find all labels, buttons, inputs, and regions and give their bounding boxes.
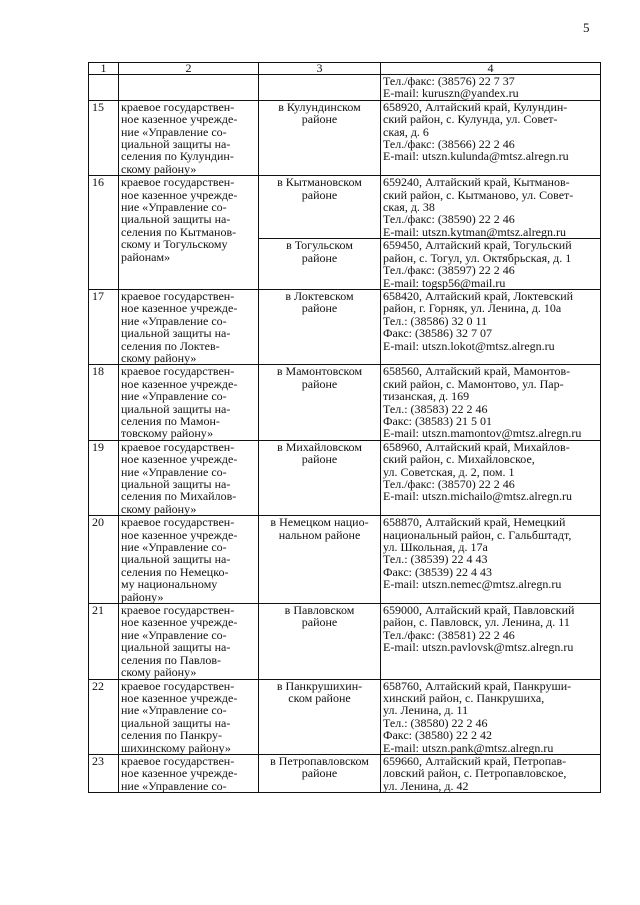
- district-cell: [259, 176, 381, 239]
- contact-line: ский район, с. Кытманово, ул. Совет-: [383, 187, 574, 202]
- row-number: 16: [89, 176, 119, 290]
- contact-cell: [381, 365, 601, 440]
- district-cell: [259, 440, 381, 515]
- institution-line: ное казенное учрежде-: [121, 766, 238, 781]
- contact-line: Факс: (38586) 32 7 07: [383, 326, 492, 341]
- contact-email: E-mail: utszn.nemec@mtsz.alregn.ru: [383, 577, 562, 592]
- continuation-district-cell: [259, 75, 381, 101]
- institution-name-cell: [119, 604, 259, 679]
- contact-line: район, с. Тогул, ул. Октябрьская, д. 1: [383, 250, 572, 265]
- contact-line: ский район, с. Мамонтово, ул. Пар-: [383, 376, 564, 391]
- institution-line: ное казенное учрежде-: [121, 187, 238, 202]
- institution-line: селения по Кулундин-: [121, 149, 234, 164]
- institution-line: циальной защиты на-: [121, 212, 231, 227]
- contact-line: 659240, Алтайский край, Кытманов-: [383, 175, 570, 190]
- institution-line: краевое государствен-: [121, 288, 235, 303]
- institution-line: скому району»: [121, 501, 197, 516]
- district-line: в Петропавловском: [270, 753, 369, 768]
- table-body: [89, 63, 601, 793]
- column-header-2: 2: [119, 63, 259, 75]
- institution-line: ние «Управление со-: [121, 124, 227, 139]
- institution-line: селения по Панкру-: [121, 728, 222, 743]
- institution-name-cell: [119, 176, 259, 290]
- institution-line: краевое государствен-: [121, 753, 235, 768]
- institution-line: циальной защиты на-: [121, 326, 231, 341]
- contact-line: ская, д. 38: [383, 200, 435, 215]
- institution-line: циальной защиты на-: [121, 477, 231, 491]
- institution-line: селения по Локтев-: [121, 338, 220, 353]
- district-line: в Кулундинском: [278, 99, 361, 114]
- contact-line: ская, д. 6: [383, 124, 429, 139]
- district-line: районе: [301, 301, 338, 316]
- district-cell: [259, 239, 381, 290]
- district-line: районе: [301, 112, 338, 127]
- institution-line: краевое государствен-: [121, 515, 235, 530]
- institution-line: скому району»: [121, 161, 197, 176]
- institution-line: ное казенное учрежде-: [121, 527, 238, 542]
- district-cell: [259, 679, 381, 754]
- district-line: в Мамонтовском: [276, 364, 363, 379]
- district-line: районе: [301, 250, 338, 265]
- contact-email: E-mail: utszn.pank@mtsz.alregn.ru: [383, 740, 554, 755]
- row-number: 20: [89, 516, 119, 604]
- contact-line: район, с. Павловск, ул. Ленина, д. 11: [383, 615, 570, 630]
- continuation-num-cell: [89, 75, 119, 101]
- institution-line: ние «Управление со-: [121, 464, 227, 479]
- institution-name-cell: [119, 440, 259, 515]
- institution-line: селения по Кытманов-: [121, 224, 237, 239]
- contact-line: Тел./факс: (38566) 22 2 46: [383, 137, 515, 152]
- district-line: в Павловском: [284, 603, 355, 618]
- district-line: нальном районе: [278, 527, 361, 542]
- contact-line: 659000, Алтайский край, Павловский: [383, 603, 575, 618]
- contact-cell: [381, 754, 601, 792]
- column-header-1: 1: [89, 63, 119, 75]
- district-line: в Локтевском: [285, 288, 354, 303]
- institution-line: районам»: [121, 249, 171, 264]
- institution-name-cell: [119, 100, 259, 175]
- institution-line: краевое государствен-: [121, 175, 235, 190]
- institutions-table: [88, 62, 601, 793]
- institution-line: ное казенное учрежде-: [121, 690, 238, 705]
- district-line: в Михайловском: [277, 439, 362, 454]
- table-row: [89, 100, 601, 175]
- institution-line: скому и Тогульскому: [121, 237, 228, 252]
- institution-line: ное казенное учрежде-: [121, 301, 238, 316]
- institution-line: товскому району»: [121, 426, 214, 441]
- contact-email: E-mail: utszn.michailo@mtsz.alregn.ru: [383, 489, 572, 504]
- contact-line: Тел./факс: (38576) 22 7 37: [383, 74, 515, 88]
- contact-cell: [381, 176, 601, 239]
- contact-line: Тел.: (38580) 22 2 46: [383, 715, 488, 730]
- continuation-row: [89, 75, 601, 101]
- institution-line: скому району»: [121, 665, 197, 680]
- institution-line: ное казенное учрежде-: [121, 376, 238, 391]
- institution-line: ние «Управление со-: [121, 540, 227, 555]
- contact-email: E-mail: utszn.mamontov@mtsz.alregn.ru: [383, 426, 582, 441]
- contact-line: Тел./факс: (38590) 22 2 46: [383, 212, 515, 227]
- institution-line: циальной защиты на-: [121, 401, 231, 416]
- continuation-contact-cell: [381, 75, 601, 101]
- contact-line: ул. Школьная, д. 17а: [383, 540, 488, 555]
- contact-line: 658870, Алтайский край, Немецкий: [383, 515, 566, 530]
- institution-line: ние «Управление со-: [121, 200, 227, 215]
- contact-line: ул. Ленина, д. 11: [383, 703, 469, 718]
- contact-line: 659450, Алтайский край, Тогульский: [383, 238, 572, 253]
- row-number: 22: [89, 679, 119, 754]
- institution-line: ное казенное учрежде-: [121, 452, 238, 467]
- institution-line: ние «Управление со-: [121, 313, 227, 328]
- institution-line: краевое государствен-: [121, 99, 235, 114]
- institution-line: краевое государствен-: [121, 678, 235, 693]
- contact-email: E-mail: kuruszn@yandex.ru: [383, 86, 519, 101]
- institution-line: ние «Управление со-: [121, 703, 227, 718]
- contact-line: 659660, Алтайский край, Петропав-: [383, 753, 567, 768]
- institution-line: ное казенное учрежде-: [121, 615, 238, 630]
- institution-name-cell: [119, 754, 259, 792]
- contact-line: Тел./факс: (38597) 22 2 46: [383, 263, 515, 278]
- table-row: [89, 365, 601, 440]
- institution-name-cell: [119, 289, 259, 364]
- contact-line: 658420, Алтайский край, Локтевский: [383, 288, 574, 303]
- institution-line: циальной защиты на-: [121, 137, 231, 152]
- contact-line: ул. Советская, д. 2, пом. 1: [383, 464, 515, 479]
- institution-line: циальной защиты на-: [121, 640, 231, 655]
- header-row: [89, 63, 601, 75]
- institution-line: шихинскому району»: [121, 740, 231, 755]
- column-header-4: 4: [381, 63, 601, 75]
- district-line: районе: [301, 187, 338, 202]
- continuation-institution-cell: [119, 75, 259, 101]
- institution-line: ние «Управление со-: [121, 627, 227, 642]
- contact-cell: [381, 100, 601, 175]
- district-cell: [259, 289, 381, 364]
- contact-line: хинский район, с. Панкрушиха,: [383, 690, 545, 705]
- institution-name-cell: [119, 365, 259, 440]
- district-line: районе: [301, 766, 338, 781]
- contact-line: Тел.: (38586) 32 0 11: [383, 313, 488, 328]
- contact-email: E-mail: utszn.lokot@mtsz.alregn.ru: [383, 338, 555, 353]
- contact-line: район, г. Горняк, ул. Ленина, д. 10а: [383, 301, 562, 316]
- contact-line: Тел./факс: (38570) 22 2 46: [383, 477, 515, 491]
- contact-line: национальный район, с. Гальбштадт,: [383, 527, 572, 542]
- institution-line: скому району»: [121, 350, 197, 365]
- contact-line: Факс: (38539) 22 4 43: [383, 564, 492, 579]
- institution-line: селения по Немецко-: [121, 564, 229, 579]
- contact-cell: [381, 679, 601, 754]
- contact-line: Тел./факс: (38581) 22 2 46: [383, 627, 515, 642]
- district-line: районе: [301, 452, 338, 467]
- table-row: [89, 754, 601, 792]
- district-line: в Панкрушихин-: [276, 678, 363, 693]
- contact-line: 658920, Алтайский край, Кулундин-: [383, 99, 568, 114]
- institution-line: ние «Управление со-: [121, 389, 227, 404]
- institution-name-cell: [119, 679, 259, 754]
- district-cell: [259, 754, 381, 792]
- district-line: в Тогульском: [286, 238, 353, 253]
- table-row: [89, 679, 601, 754]
- contact-email: E-mail: utszn.pavlovsk@mtsz.alregn.ru: [383, 640, 574, 655]
- contact-line: Тел.: (38583) 22 2 46: [383, 401, 488, 416]
- contact-line: 658960, Алтайский край, Михайлов-: [383, 439, 570, 454]
- institution-line: ние «Управление со-: [121, 778, 227, 793]
- contact-cell: [381, 516, 601, 604]
- contact-line: ул. Ленина, д. 42: [383, 778, 469, 793]
- district-cell: [259, 604, 381, 679]
- district-line: районе: [301, 615, 338, 630]
- institution-line: селения по Мамон-: [121, 413, 220, 428]
- institution-line: району»: [121, 589, 164, 604]
- row-number: 18: [89, 365, 119, 440]
- contact-cell: [381, 440, 601, 515]
- district-cell: [259, 100, 381, 175]
- contact-line: ский район, с. Кулунда, ул. Совет-: [383, 112, 558, 127]
- contact-email: E-mail: utszn.kytman@mtsz.alregn.ru: [383, 224, 567, 239]
- table-row: [89, 440, 601, 515]
- row-number: 19: [89, 440, 119, 515]
- institution-line: краевое государствен-: [121, 603, 235, 618]
- district-line: районе: [301, 376, 338, 391]
- row-number: 21: [89, 604, 119, 679]
- page-number: 5: [583, 20, 590, 35]
- institution-line: циальной защиты на-: [121, 715, 231, 730]
- row-number: 23: [89, 754, 119, 792]
- institution-line: селения по Павлов-: [121, 652, 222, 667]
- institution-name-cell: [119, 516, 259, 604]
- contact-line: ловский район, с. Петропавловское,: [383, 766, 567, 781]
- district-cell: [259, 365, 381, 440]
- contact-line: Факс: (38583) 21 5 01: [383, 413, 492, 428]
- institution-line: циальной защиты на-: [121, 552, 231, 567]
- contact-cell: [381, 289, 601, 364]
- row-number: 17: [89, 289, 119, 364]
- institution-line: ное казенное учрежде-: [121, 112, 238, 127]
- contact-line: тизанская, д. 169: [383, 389, 470, 404]
- contact-email: E-mail: togsp56@mail.ru: [383, 275, 506, 290]
- table-row: [89, 289, 601, 364]
- contact-cell: [381, 604, 601, 679]
- contact-cell: [381, 239, 601, 290]
- column-header-3: 3: [259, 63, 381, 75]
- institution-line: краевое государствен-: [121, 439, 235, 454]
- contact-email: E-mail: utszn.kulunda@mtsz.alregn.ru: [383, 149, 569, 164]
- district-cell: [259, 516, 381, 604]
- institution-line: му национальному: [121, 577, 218, 592]
- district-line: в Немецком нацио-: [270, 515, 369, 530]
- row-number: 15: [89, 100, 119, 175]
- district-line: в Кытмановском: [277, 175, 362, 190]
- institution-line: краевое государствен-: [121, 364, 235, 379]
- contact-line: Факс: (38580) 22 2 42: [383, 728, 492, 743]
- contact-line: 658760, Алтайский край, Панкруши-: [383, 678, 572, 693]
- table-row: [89, 516, 601, 604]
- table-row: [89, 604, 601, 679]
- table-row: [89, 176, 601, 239]
- institution-line: селения по Михайлов-: [121, 489, 237, 504]
- contact-line: ский район, с. Михайловское,: [383, 452, 535, 467]
- district-line: ском районе: [288, 690, 351, 705]
- contact-line: 658560, Алтайский край, Мамонтов-: [383, 364, 571, 379]
- contact-line: Тел.: (38539) 22 4 43: [383, 552, 488, 567]
